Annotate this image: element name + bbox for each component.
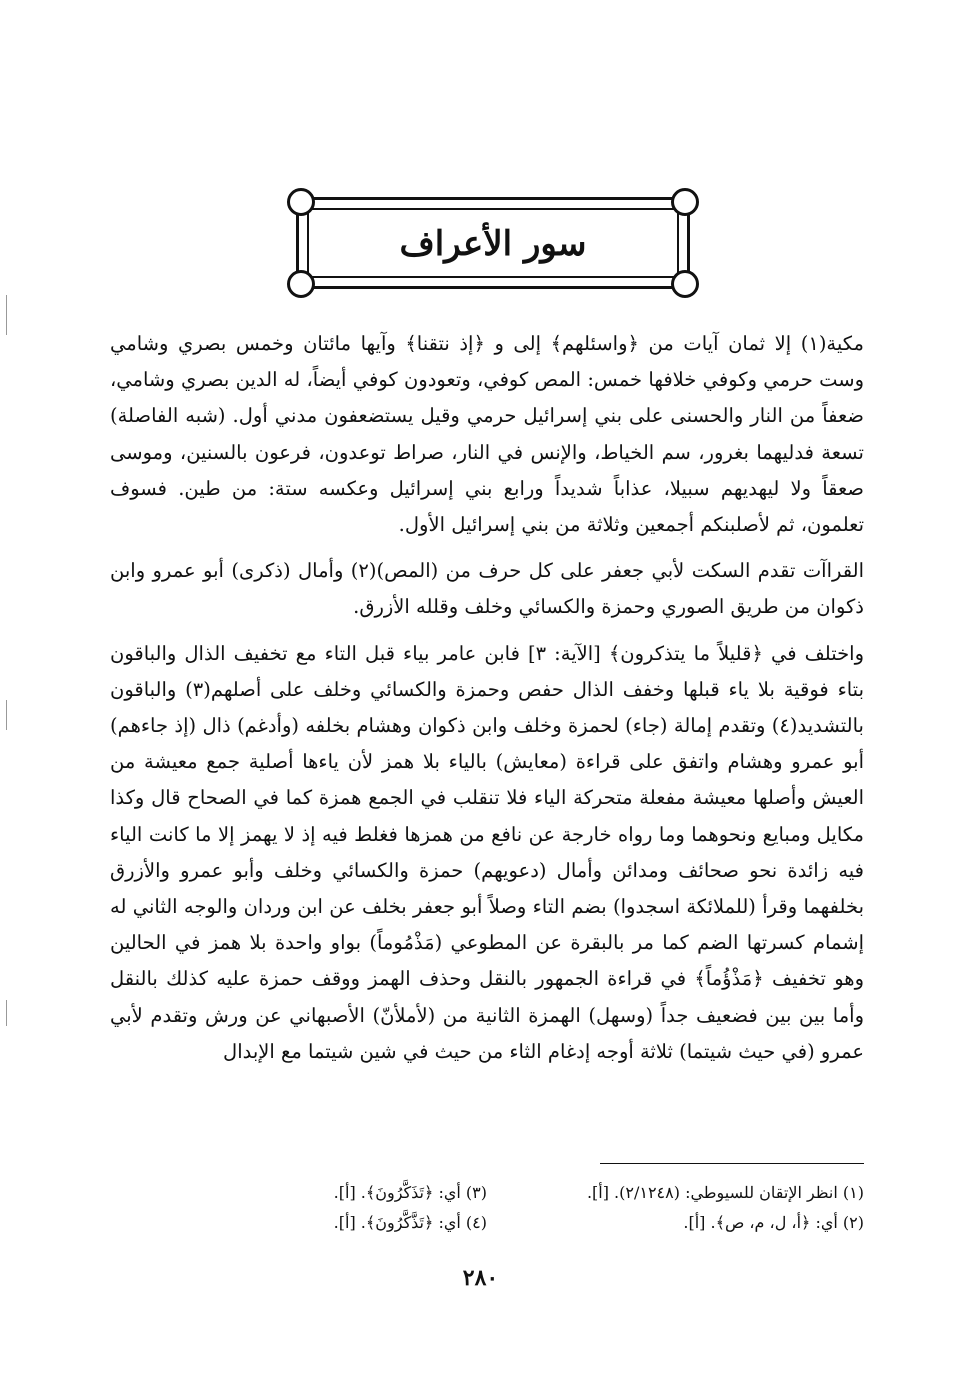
footnote-1: (١) انظر الإتقان للسيوطي: (٢/١٢٤٨). [أ]. [586, 1183, 864, 1202]
ornament-corner-icon [287, 188, 315, 216]
scan-edge-mark [6, 295, 7, 335]
footnote-row [110, 1208, 864, 1238]
footnote-4: (٤) أي: ﴿تَذَّكَّرُونَ﴾. [أ]. [333, 1213, 487, 1232]
title-frame [296, 197, 690, 289]
page-number: ٢٨٠ [462, 1265, 499, 1291]
footnote-3: (٣) أي: ﴿تَذَكَّرُونَ﴾. [أ]. [333, 1183, 487, 1202]
ornament-corner-icon [671, 270, 699, 298]
paragraph-ikhtilaf: واختلف في ﴿قليلاً ما يتذكرون﴾ [الآية: ٣] فابن عامر بياء قبل التاء مع تخفيف الذال والباقون بتاء فوقية بلا ياء قبلها وخفف الذال حفص وحمزة والكسائي وخلف على أصلهم(٣) والباقون بالتشديد(٤) وتقدم إمالة (جاء) لحمزة وخلف وابن ذكوان وهشام بخلفه (وأدغم) ذال (إذ جاءهم) أبو عمرو وهشام واتفق على قراءة (معايش) بالياء بلا همز لأن ياءها أصلية جمع معيشة من العيش وأصلها معيشة مفعلة متحركة الياء فلا تنقلب في الجمع همزة كما في الصحاح قال وكذا مكايل ومبايع ونحوهما وما رواه خارجة عن نافع من همزها فغلط فيه إذ لا يهمز إلا ما كانت الياء فيه زائدة نحو صحائف ومدائن وأمال (دعويهم) حمزة والكسائي وخلف وأبو عمرو والأزرق بخلفهما وقرأ (للملائكة اسجدوا) بضم التاء وصلاً أبو جعفر بخلف عن ابن وردان والوجه الثاني له إشمام كسرتها الضم كما مر بالبقرة عن المطوعي (مَذْمُوماً) بواو واحدة بلا همز في الحالين وهو تخفيف ﴿مَذْؤُماً﴾ في قراءة الجمهور بالنقل وحذف الهمز ووقف حمزة عليه كذلك بالنقل وأما بين بين فضعيف جداً (وسهل) الهمزة الثانية من (لأملأنّ) الأصبهاني عن ورش وتقدم لأبي عمرو (في حيث شيتما) ثلاثة أوجه إدغام الثاء من حيث في شين شيتما مع الإبدال [110, 641, 865, 1063]
footnote-separator [600, 1163, 864, 1164]
scan-edge-mark [6, 700, 7, 730]
footnotes [110, 1178, 864, 1238]
footnote-2: (٢) أي: ﴿أ، ل، م، ص﴾. [أ]. [683, 1213, 864, 1232]
ornament-corner-icon [287, 270, 315, 298]
main-text [110, 326, 864, 1080]
paragraph-qiraat: القراآت تقدم السكت لأبي جعفر على كل حرف من (المص)(٢) وأمال (ذكرى) أبو عمرو وابن ذكوان من طريق الصوري وحمزة والكسائي وخلف وقلله الأزرق. [110, 559, 864, 619]
ornament-corner-icon [671, 188, 699, 216]
scan-edge-mark [6, 1000, 7, 1026]
surah-title: سور الأعراف [399, 224, 587, 264]
paragraph-intro: مكية(١) إلا ثمان آيات من ﴿واسئلهم﴾ إلى و ﴿إذ نتقنا﴾ وآيها مائتان وخمس بصري وشامي وست حرمي وكوفي خلافها خمس: المص كوفي، وتعودون كوفي أيضاً، له الدين بصري وشامي، ضعفاً من النار والحسنى على بني إسرائيل حرمي وقيل يستضعفون مدني أول. (شبه الفاصلة) تسعة فدليهما بغرور، سم الخياط، والإنس في النار، صراط توعدون، فرعون بالسنين، وموسى صعقاً ولا ليهديهم سبيلا، عذاباً شديداً ورابع بني إسرائيل وعكسه ستة: من طين. فسوف تعلمون، ثم لأصلبنكم أجمعين وثلاثة من بني إسرائيل الأول. [110, 332, 864, 537]
footnote-row [110, 1178, 864, 1208]
